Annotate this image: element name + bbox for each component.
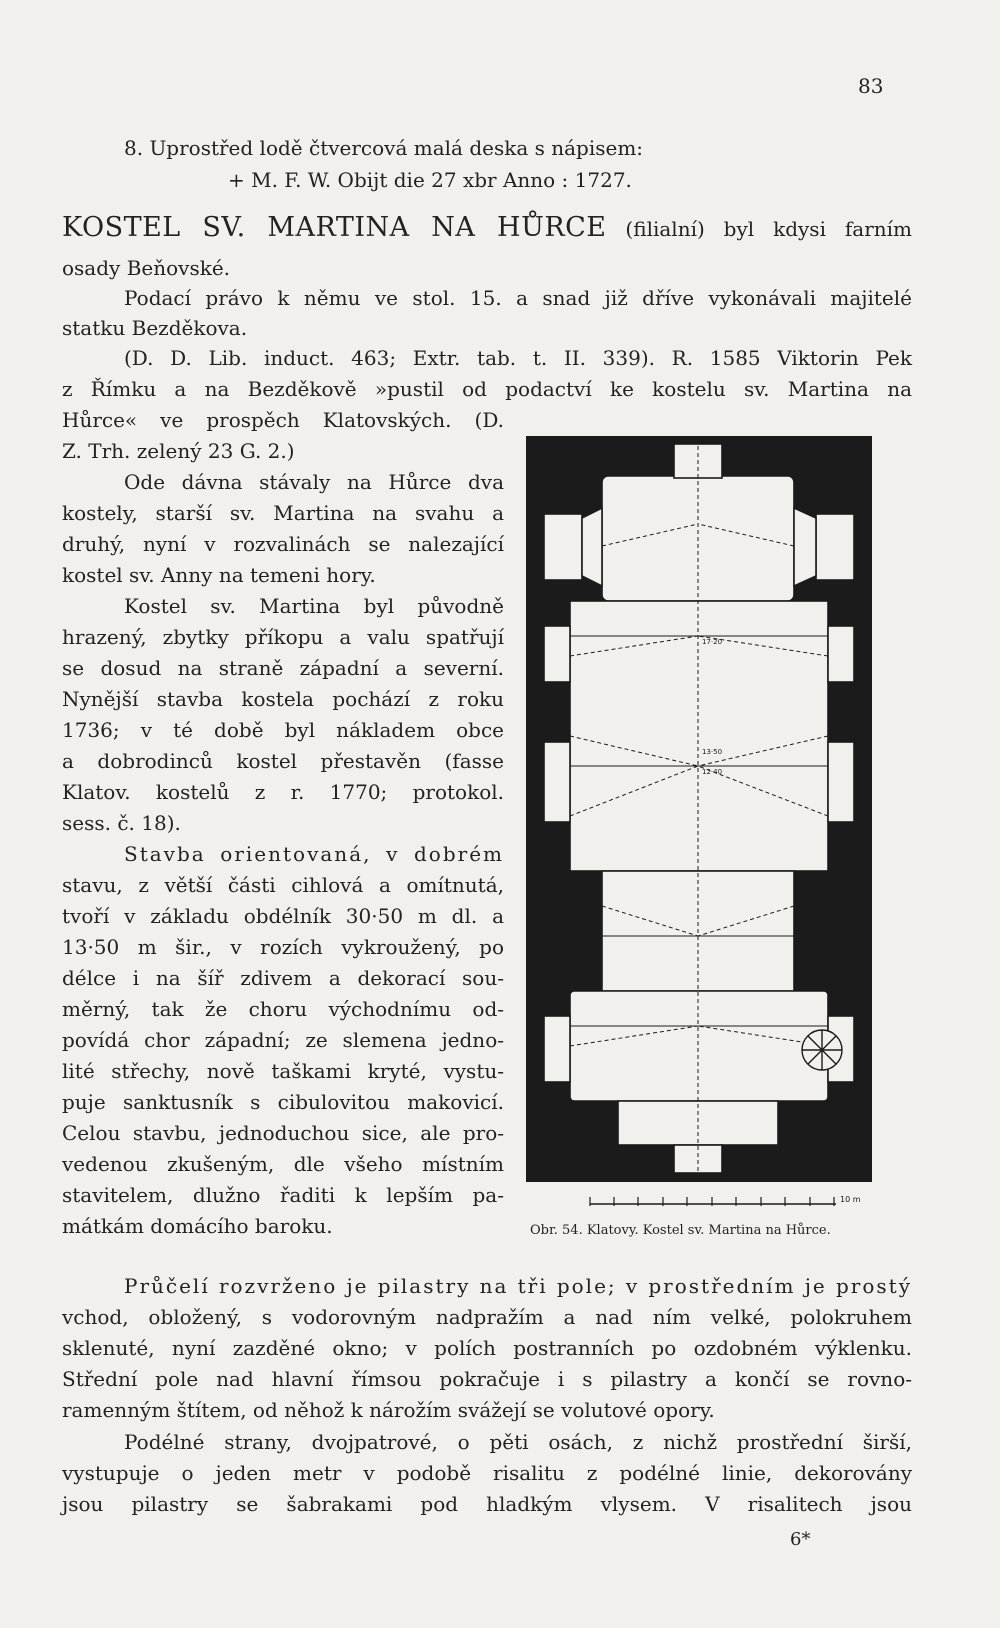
text-line: Z. Trh. zelený 23 G. 2.) — [62, 439, 295, 463]
plan-dim-label: 12·40 — [702, 768, 723, 776]
text-line: jsou pilastry se šabrakami pod hladkým vlysem. V risalitech jsou — [62, 1492, 912, 1516]
text-line: Klatov. kostelů z r. 1770; protokol. — [62, 780, 504, 804]
text-line: kostely, starší sv. Martina na svahu a — [62, 501, 504, 525]
church-title: KOSTEL SV. MARTINA NA HŮRCE — [62, 212, 607, 243]
text-line: tvoří v základu obdélník 30·50 m dl. a — [62, 904, 504, 928]
text-line: Celou stavbu, jednoduchou sice, ale pro- — [62, 1121, 504, 1145]
text-line: Podélné strany, dvojpatrové, o pěti osách, z nichž prostřední širší, — [124, 1430, 912, 1454]
plan-side-bay — [544, 742, 570, 822]
item8-line1: 8. Uprostřed lodě čtvercová malá deska s nápisem: — [124, 136, 644, 160]
text-line: statku Bezděkova. — [62, 316, 248, 340]
plan-side-bay — [544, 1016, 570, 1082]
text-line: Stavba orientovaná, v dobrém — [124, 842, 504, 866]
text-line: 1736; v té době byl nákladem obce — [62, 718, 504, 742]
text-line — [62, 1272, 912, 1300]
plan-side-bay — [816, 514, 854, 580]
page-number: 83 — [858, 74, 884, 98]
text-line: vedenou zkušeným, dle všeho místním — [62, 1152, 504, 1176]
church-heading-rest: (filialní) byl kdysi farním — [606, 217, 912, 241]
text-line: sess. č. 18). — [62, 811, 181, 835]
plan-side-bay — [544, 626, 570, 682]
figure-caption: Obr. 54. Klatovy. Kostel sv. Martina na Hůrce. — [530, 1223, 831, 1238]
plan-side-bay — [544, 514, 582, 580]
plan-spiral-stair — [802, 1030, 842, 1070]
plan-choir-west — [570, 991, 828, 1101]
text-line-content: Průčelí rozvrženo je pilastry na tři pole; v prostředním je prostý — [124, 1274, 912, 1298]
text-line: Podací právo k němu ve stol. 15. a snad již dříve vykonávali majitelé — [124, 286, 912, 310]
text-line: Nynější stavba kostela pochází z roku — [62, 687, 504, 711]
text-line: puje sanktusník s cibulovitou makovicí. — [62, 1090, 504, 1114]
text-line: délce i na šíř zdivem a dekorací sou- — [62, 966, 504, 990]
scale-bar — [588, 1188, 898, 1216]
text-line: Ode dávna stávaly na Hůrce dva — [124, 470, 504, 494]
text-line: vystupuje o jeden metr v podobě risalitu z podélné linie, dekorovány — [62, 1461, 912, 1485]
church-heading — [62, 214, 912, 248]
plan-side-bay — [828, 626, 854, 682]
text-line: stavitelem, dlužno řaditi k lepším pa- — [62, 1183, 504, 1207]
text-line: kostel sv. Anny na temeni hory. — [62, 563, 376, 587]
text-line: z Římku a na Bezděkově »pustil od podactví ke kostelu sv. Martina na — [62, 377, 912, 401]
text-line: osady Beňovské. — [62, 256, 231, 280]
item8-line2: + M. F. W. Obijt die 27 xbr Anno : 1727. — [228, 168, 632, 192]
text-line: Kostel sv. Martina byl původně — [124, 594, 504, 618]
plan-dim-label: 17·20 — [702, 638, 723, 646]
text-line: mátkám domácího baroku. — [62, 1214, 333, 1238]
church-floor-plan — [524, 436, 874, 1184]
plan-side-bay — [828, 742, 854, 822]
text-line: měrný, tak že choru východnímu od- — [62, 997, 504, 1021]
text-line: 13·50 m šir., v rozích vykroužený, po — [62, 935, 504, 959]
signature-mark: 6* — [790, 1529, 811, 1550]
text-line: stavu, z větší části cihlová a omítnutá, — [62, 873, 504, 897]
text-line: Hůrce« ve prospěch Klatovských. (D. — [62, 408, 504, 432]
scale-label: 10 m — [840, 1195, 861, 1204]
text-line: sklenuté, nyní zazděné okno; v polích postranních po ozdobném výklenku. — [62, 1336, 912, 1360]
text-line: ramenným štítem, od něhož k nárožím svážejí se volutové opory. — [62, 1398, 715, 1422]
text-line: se dosud na straně západní a severní. — [62, 656, 504, 680]
text-line: a dobrodinců kostel přestavěn (fasse — [62, 749, 504, 773]
text-line: povídá chor západní; ze slemena jedno- — [62, 1028, 504, 1052]
plan-dim-label: 13·50 — [702, 748, 723, 756]
text-line: lité střechy, nově taškami kryté, vystu- — [62, 1059, 504, 1083]
text-line: Střední pole nad hlavní římsou pokračuje i s pilastry a končí se rovno- — [62, 1367, 912, 1391]
plan-nave — [570, 601, 828, 871]
text-line: druhý, nyní v rozvalinách se nalezající — [62, 532, 504, 556]
text-line: hrazený, zbytky příkopu a valu spatřují — [62, 625, 504, 649]
text-line: vchod, obložený, s vodorovným nadpražím a nad ním velké, polokruhem — [62, 1305, 912, 1329]
text-line: (D. D. Lib. induct. 463; Extr. tab. t. II. 339). R. 1585 Viktorin Pek — [124, 346, 912, 370]
